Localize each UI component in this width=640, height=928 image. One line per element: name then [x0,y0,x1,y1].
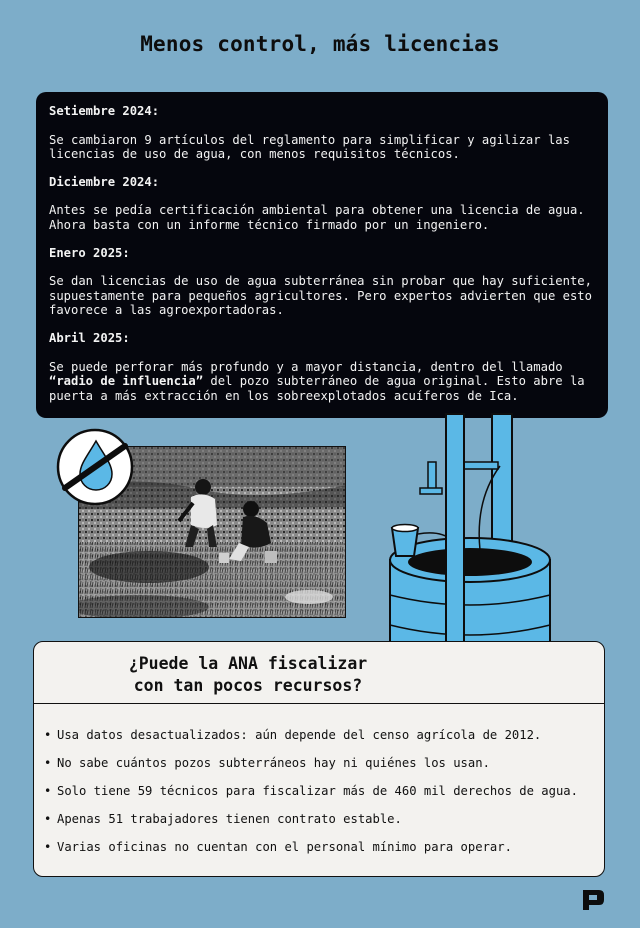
list-item-text: Varias oficinas no cuentan con el personal mínimo para operar. [57,840,512,854]
list-item-text: Apenas 51 trabajadores tienen contrato estable. [57,812,402,826]
list-item [44,784,578,812]
panel-divider [34,703,604,704]
timeline-highlight: “radio de influencia” [49,374,204,389]
brand-logo [580,888,606,912]
bullet-icon: • [44,728,52,742]
list-item [44,756,578,784]
timeline-date: Diciembre 2024: [49,174,160,189]
timeline-text-part: del pozo subterráneo de agua original. Esto abre la puerta a más extracción en los sobreexplotados acuíferos de Ica. [49,374,585,403]
list-item-text: No sabe cuántos pozos subterráneos hay ni quiénes los usan. [57,756,490,770]
panel-title-line: ¿Puede la ANA fiscalizar [128,654,368,673]
list-item [44,812,578,840]
panel-title-line: con tan pocos recursos? [133,676,363,695]
bullet-list [44,728,578,868]
list-item-text: Usa datos desactualizados: aún depende del censo agrícola de 2012. [57,728,542,742]
question-panel [33,641,605,877]
timeline-text: Antes se pedía certificación ambiental para obtener una licencia de agua. Ahora basta con un informe técnico firmado por un ingeniero. [49,203,585,232]
timeline-date: Setiembre 2024: [49,104,160,118]
timeline-text: Se dan licencias de uso de agua subterránea sin probar que hay suficiente, supuestamente para pequeños agricultores. Pero expertos advierten que esto favorece a las agroexportadoras. [49,274,592,318]
timeline-text-part: Se puede perforar más profundo y a mayor distancia, dentro del llamado [49,359,563,374]
list-item [44,728,578,756]
timeline-box [36,92,608,418]
bullet-icon: • [44,784,52,798]
no-water-drop-icon [56,428,134,506]
timeline-text: Se cambiaron 9 artículos del reglamento para simplificar y agilizar las licencias de uso de agua, con menos requisitos técnicos. [49,132,570,162]
list-item-text: Solo tiene 59 técnicos para fiscalizar más de 460 mil derechos de agua. [57,784,578,798]
list-item [44,840,578,868]
bullet-icon: • [44,812,52,826]
timeline-date: Enero 2025: [49,245,130,260]
panel-title [34,653,462,697]
page-title: Menos control, más licencias [140,32,500,56]
bullet-icon: • [44,840,52,854]
bullet-icon: • [44,756,52,770]
timeline-text [49,360,594,404]
timeline-date: Abril 2025: [49,330,130,345]
